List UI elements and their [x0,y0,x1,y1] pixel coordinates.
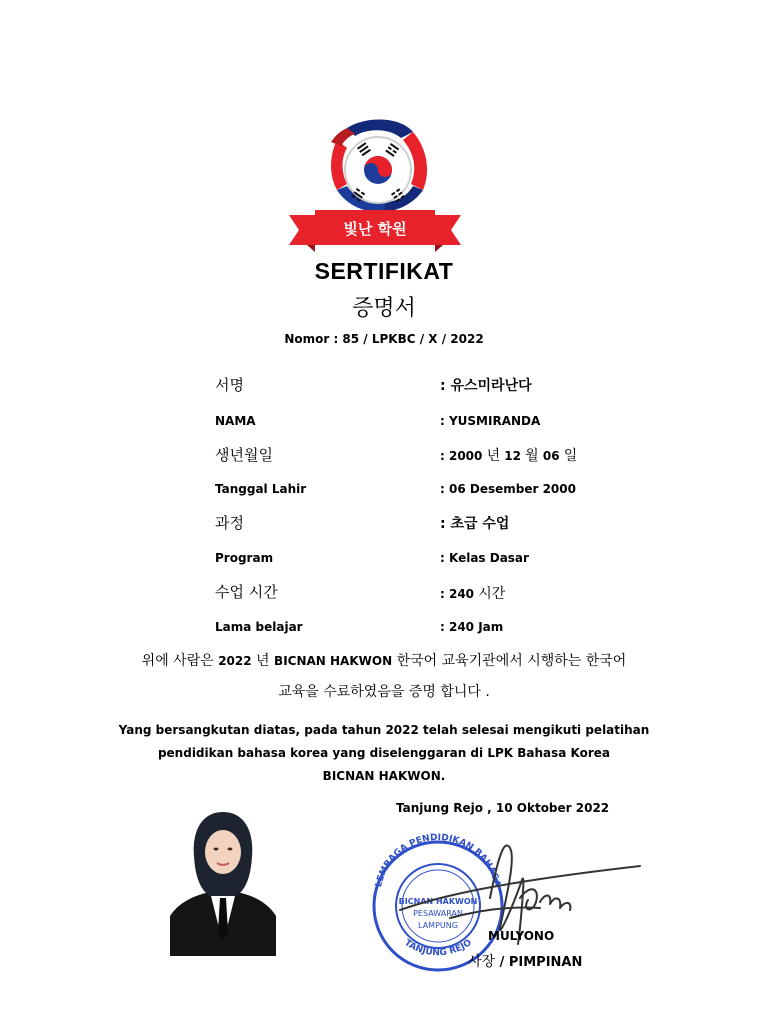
info-label-nama: NAMA [215,414,256,428]
info-label-program: Program [215,551,274,565]
info-value-name-ko: : 유스미라난다 [440,378,532,394]
hours-part: : 240 [440,587,479,601]
ko-academy-name: BICNAN HAKWON [274,654,393,668]
stamp-ring-bottom: TANJUNG REJO [402,937,474,959]
info-label-tanggal-lahir: Tanggal Lahir [215,482,307,496]
birthdate-part: 일 [563,448,578,464]
ko-year: 2022 [218,654,252,668]
hours-part: 시간 [478,586,506,602]
indonesian-statement-line: BICNAN HAKWON. [322,769,446,783]
birthdate-part: 12 [500,449,526,463]
academy-logo [285,110,465,255]
student-photo [170,812,276,956]
signer-role [468,951,582,971]
indonesian-statement-line: pendidikan bahasa korea yang diselenggaran di LPK Bahasa Korea [157,746,611,760]
info-value-birthdate-ko [440,445,577,465]
info-value-program: : Kelas Dasar [440,551,529,565]
info-label-lama-belajar: Lama belajar [215,620,303,634]
certificate-title: SERTIFIKAT [314,258,454,284]
logo-banner-text: 빛난 학원 [343,220,407,238]
ko-text: 위에 사람은 [141,653,219,669]
korean-statement-line1 [0,650,768,670]
info-value-nama: : YUSMIRANDA [440,414,541,428]
taegeuk-icon [364,156,392,184]
stamp-ring-top: LEMBAGA PENDIDIKAN BAHASA [374,832,502,889]
birthdate-part: 월 [525,448,539,464]
birthdate-part: : 2000 [440,449,487,463]
signer-role-ko: 사장 [468,954,496,970]
indonesian-statement-line: Yang bersangkutan diatas, pada tahun 2022 telah selesai mengikuti pelatihan [118,723,650,737]
info-label-birthdate-ko: 생년월일 [215,446,273,464]
ko-text: 한국어 교육기관에서 시행하는 한국어 [392,653,627,669]
korean-statement-line2: 교육을 수료하였음을 증명 합니다 . [278,684,490,700]
info-value-hours-ko [440,583,505,603]
info-value-course-ko: : 초급 수업 [440,516,510,532]
info-label-hours-ko: 수업 시간 [215,583,278,601]
ko-text: 년 [251,653,275,669]
place-date: Tanjung Rejo , 10 Oktober 2022 [396,801,610,815]
info-value-tanggal-lahir: : 06 Desember 2000 [440,482,576,496]
info-label-name-ko: 서명 [215,376,244,394]
certificate-number: Nomor : 85 / LPKBC / X / 2022 [284,332,484,346]
signer-role-id: / PIMPINAN [495,955,583,970]
stamp-and-signature [340,818,650,973]
birthdate-part: 06 [538,449,564,463]
signer-name: MULYONO [488,929,555,943]
stamp-center-line: PESAWARAN [413,909,463,918]
info-label-course-ko: 과정 [215,514,244,532]
stamp-center-line: BICNAN HAKWON [398,897,478,906]
info-value-lama-belajar: : 240 Jam [440,620,504,634]
certificate-subtitle-ko: 증명서 [352,296,416,321]
birthdate-part: 년 [486,448,501,464]
svg-text:LEMBAGA PENDIDIKAN BAHASA [374,833,502,888]
indonesian-statement [0,719,768,788]
stamp-center-line: LAMPUNG [418,921,458,930]
